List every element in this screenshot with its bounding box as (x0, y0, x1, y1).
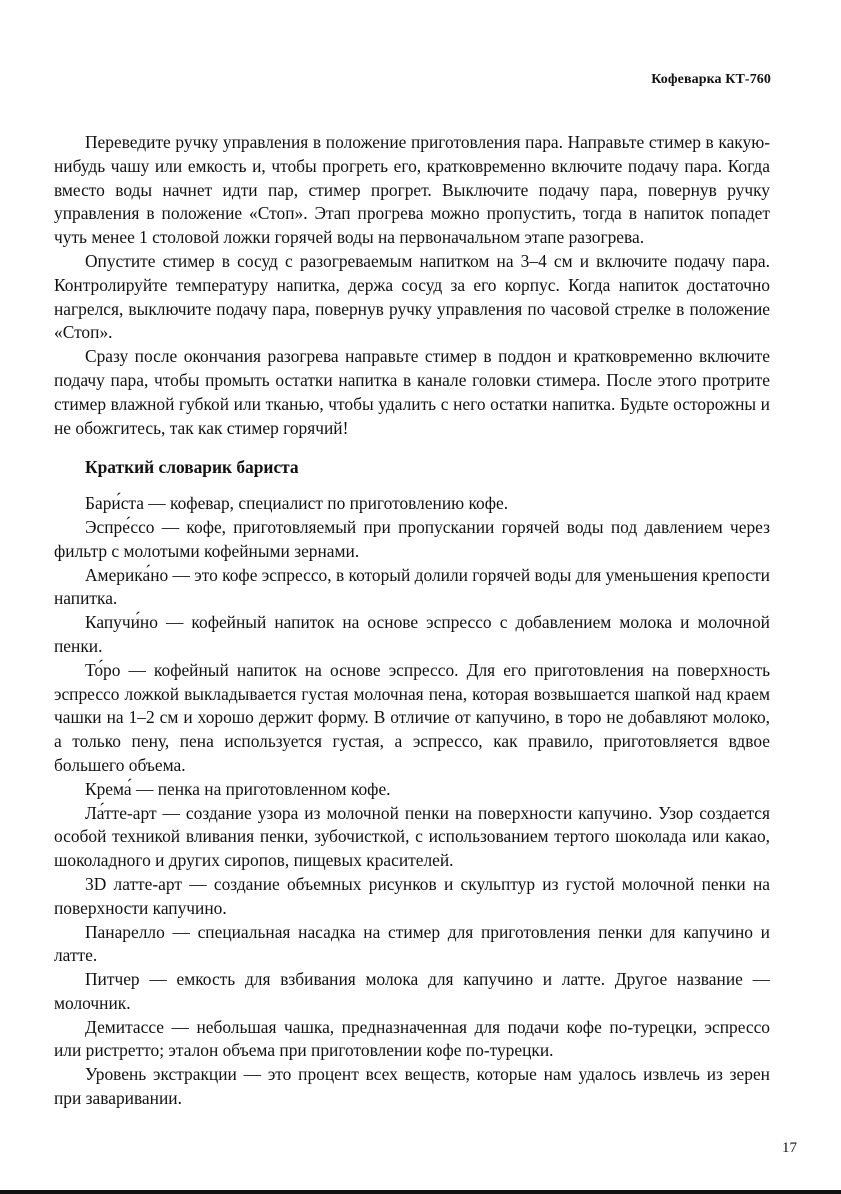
page-content (54, 131, 770, 1111)
glossary-entry-extraction-level: Уровень экстракции — это процент всех веществ, которые нам удалось извлечь из зерен при заваривании. (54, 1064, 770, 1109)
glossary-entry-americano: Америка́но — это кофе эспрессо, в который долили горячей воды для уменьшения крепости напитка. (54, 564, 770, 609)
glossary-entry-panarello: Панарелло — специальная насадка на стимер для приготовления пенки для капучино и латте. (54, 921, 770, 966)
glossary-entry-3d-latte-art: 3D латте-арт — создание объемных рисунков и скульптур из густой молочной пенки на поверхности капучино. (54, 873, 770, 918)
glossary-title: Краткий словарик бариста (85, 457, 299, 478)
paragraph-steam-heat-drink: Опустите стимер в сосуд с разогреваемым напитком на 3–4 см и включите подачу пара. Контролируйте температуру напитка, держа сосуд за его корпус. Когда напиток достаточно нагрелся, выключите подачу пара, повернув ручку управления по часовой стрелке в положение «Стоп». (54, 250, 770, 343)
paragraph-steam-clean: Сразу после окончания разогрева направьте стимер в поддон и кратковременно включите подачу пара, чтобы промыть остатки напитка в канале головки стимера. После этого протрите стимер влажной губкой или тканью, чтобы удалить с него остатки напитка. Будьте осторожны и не обожгитесь, так как стимер горячий! (54, 346, 770, 438)
glossary-entry-espresso: Эспре́ссо — кофе, приготовляемый при пропускании горячей воды под давлением через фильтр с молотыми кофейными зернами. (54, 516, 770, 561)
glossary-entry-pitcher: Питчер — емкость для взбивания молока для капучино и латте. Другое название — молочник. (54, 969, 770, 1013)
glossary-entry-demitasse: Демитассе — небольшая чашка, предназначенная для подачи кофе по-турецки, эспрессо или ристретто; эталон объема при приготовлении кофе по-турецки. (54, 1016, 770, 1061)
glossary-entry-latte-art: Ла́тте-арт — создание узора из молочной пенки на поверхности капучино. Узор создается особой техникой вливания пенки, зубочисткой, с использованием тертого шоколада или какао, шоколадного и других сиропов, пищевых красителей. (54, 802, 770, 871)
paragraph-steam-preheat: Переведите ручку управления в положение приготовления пара. Направьте стимер в какую-нибудь чашу или емкость и, чтобы прогреть его, кратковременно включите подачу пара. Когда вместо воды начнет идти пар, стимер прогрет. Выключите подачу пара, повернув ручку управления в положение «Стоп». Этап прогрева можно пропустить, тогда в напиток попадет чуть менее 1 столовой ложки горячей воды на первоначальном этапе разогрева. (54, 132, 770, 248)
glossary-entry-toro: То́ро — кофейный напиток на основе эспрессо. Для его приготовления на поверхность эспрессо ложкой выкладывается густая молочная пена, которая возвышается шапкой над краем чашки на 1–2 см и хорошо держит форму. В отличие от капучино, в торо не добавляют молоко, а только пену, пена используется густая, а эспрессо, как правило, приготовляется вдвое большего объема. (54, 659, 770, 775)
glossary-entry-crema: Крема́ — пенка на приготовленном кофе. (85, 778, 391, 799)
glossary-entry-cappuccino: Капучи́но — кофейный напиток на основе эспрессо с добавлением молока и молочной пенки. (54, 612, 770, 656)
glossary-entry-barista: Бари́ста — кофевар, специалист по приготовлению кофе. (85, 493, 509, 514)
running-header: Кофеварка КТ-760 (651, 72, 771, 87)
page-number: 17 (782, 1140, 797, 1156)
bottom-rule (0, 1190, 841, 1194)
